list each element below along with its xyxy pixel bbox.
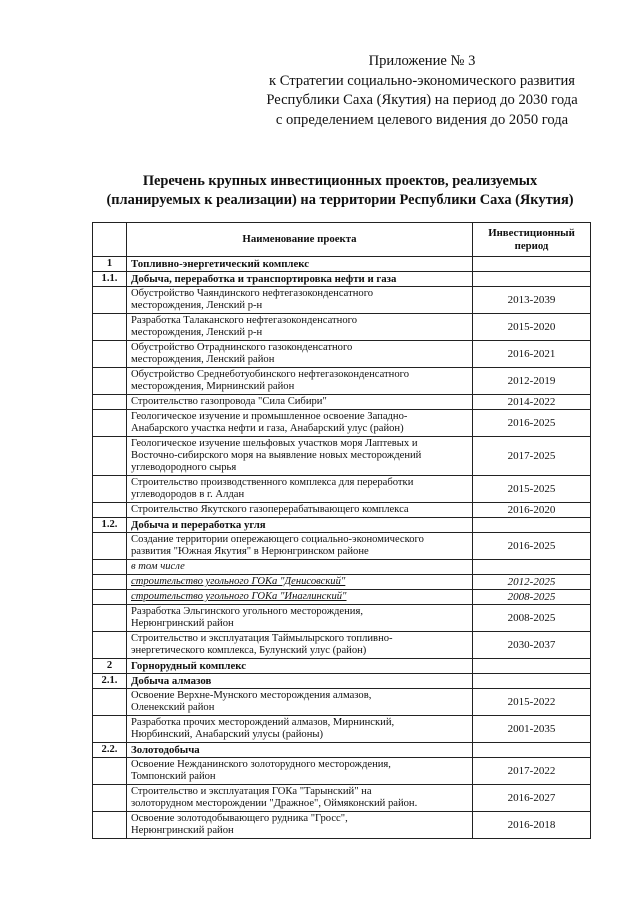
table-row bbox=[93, 368, 591, 395]
project-name-line: углеводородов в г. Алдан bbox=[131, 489, 245, 500]
section-title: Топливно-энергетический комплекс bbox=[127, 257, 473, 272]
row-number-cell bbox=[93, 560, 127, 575]
title-line: (планируемых к реализации) на территории Республики Саха (Якутия) bbox=[106, 192, 574, 208]
period-cell: 2014-2022 bbox=[473, 395, 591, 410]
project-name-cell bbox=[127, 605, 473, 632]
header-number-cell bbox=[93, 223, 127, 257]
row-number-cell bbox=[93, 605, 127, 632]
row-number-cell bbox=[93, 812, 127, 839]
row-number-cell bbox=[93, 716, 127, 743]
section-title: Добыча и переработка угля bbox=[127, 518, 473, 533]
project-name-line: углеводородного сырья bbox=[131, 462, 237, 474]
project-name-cell bbox=[127, 533, 473, 560]
section-row bbox=[93, 674, 591, 689]
row-number-cell bbox=[93, 533, 127, 560]
period-cell: 2016-2018 bbox=[473, 812, 591, 839]
table-row bbox=[93, 716, 591, 743]
period-cell bbox=[473, 659, 591, 674]
project-name-line: месторождения, Ленский р-н bbox=[131, 327, 263, 338]
project-name-line: месторождения, Мирнинский район bbox=[131, 381, 295, 392]
period-cell: 2016-2021 bbox=[473, 341, 591, 368]
period-cell: 2015-2022 bbox=[473, 689, 591, 716]
appendix-line: Республики Саха (Якутия) на период до 2030 года bbox=[266, 92, 578, 108]
period-cell bbox=[473, 272, 591, 287]
project-name-line: Анабарского участка нефти и газа, Анабарский улус (район) bbox=[131, 423, 404, 434]
project-name-line: Строительство и эксплуатация ГОКа "Тарынский" на bbox=[131, 785, 372, 797]
table-row bbox=[93, 410, 591, 437]
project-name-line: Нерюнгринский район bbox=[131, 618, 234, 629]
project-name-cell bbox=[127, 560, 473, 575]
row-number-cell bbox=[93, 758, 127, 785]
period-cell: 2012-2025 bbox=[473, 575, 591, 590]
project-name-cell bbox=[127, 476, 473, 503]
appendix-reference bbox=[232, 52, 612, 130]
project-name-line: Разработка Эльгинского угольного месторождения, bbox=[131, 605, 363, 617]
project-name-line: Геологическое изучение шельфовых участков моря Лаптевых и bbox=[131, 437, 418, 449]
table-header-row bbox=[93, 223, 591, 257]
period-cell bbox=[473, 518, 591, 533]
project-name-line: Строительство Якутского газоперерабатывающего комплекса bbox=[131, 503, 409, 515]
row-number-cell: 2.2. bbox=[93, 743, 127, 758]
project-name-cell bbox=[127, 785, 473, 812]
project-name-line: Освоение Верхне-Мунского месторождения алмазов, bbox=[131, 689, 372, 701]
row-number-cell bbox=[93, 437, 127, 476]
row-number-cell bbox=[93, 368, 127, 395]
project-name-line: Томпонский район bbox=[131, 771, 216, 782]
project-name-cell bbox=[127, 368, 473, 395]
project-name-line: Нерюнгринский район bbox=[131, 825, 234, 836]
table-row bbox=[93, 437, 591, 476]
row-number-cell: 2.1. bbox=[93, 674, 127, 689]
project-name-line: Создание территории опережающего социально-экономического bbox=[131, 533, 424, 545]
section-title: Золотодобыча bbox=[127, 743, 473, 758]
table-row bbox=[93, 560, 591, 575]
section-title: Добыча, переработка и транспортировка нефти и газа bbox=[127, 272, 473, 287]
project-name-line: строительство угольного ГОКа "Денисовский" bbox=[131, 575, 346, 587]
period-cell: 2008-2025 bbox=[473, 605, 591, 632]
project-name-line: в том числе bbox=[131, 560, 185, 572]
table-row bbox=[93, 287, 591, 314]
table-body bbox=[93, 257, 591, 839]
period-cell: 2013-2039 bbox=[473, 287, 591, 314]
table-row bbox=[93, 632, 591, 659]
row-number-cell: 2 bbox=[93, 659, 127, 674]
project-name-cell bbox=[127, 689, 473, 716]
row-number-cell bbox=[93, 410, 127, 437]
row-number-cell bbox=[93, 689, 127, 716]
period-cell: 2001-2035 bbox=[473, 716, 591, 743]
section-row bbox=[93, 518, 591, 533]
project-name-cell bbox=[127, 758, 473, 785]
project-name-cell bbox=[127, 395, 473, 410]
row-number-cell bbox=[93, 632, 127, 659]
project-name-line: месторождения, Ленский район bbox=[131, 354, 275, 365]
table-row bbox=[93, 758, 591, 785]
period-cell: 2017-2022 bbox=[473, 758, 591, 785]
table-row bbox=[93, 590, 591, 605]
header-period-cell bbox=[473, 223, 591, 257]
row-number-cell bbox=[93, 341, 127, 368]
period-cell bbox=[473, 743, 591, 758]
table-row bbox=[93, 575, 591, 590]
project-name-cell bbox=[127, 341, 473, 368]
project-name-cell bbox=[127, 632, 473, 659]
project-name-line: Строительство производственного комплекса для переработки bbox=[131, 476, 414, 488]
header-name-cell: Наименование проекта bbox=[127, 223, 473, 257]
project-name-line: Обустройство Отраднинского газоконденсатного bbox=[131, 341, 353, 353]
appendix-line: Приложение № 3 bbox=[368, 53, 476, 69]
project-name-line: золоторудном месторождении "Дражное", Оймяконский район. bbox=[131, 798, 418, 809]
period-cell: 2015-2020 bbox=[473, 314, 591, 341]
row-number-cell bbox=[93, 785, 127, 812]
project-name-line: Строительство и эксплуатация Таймылырского топливно- bbox=[131, 632, 393, 644]
table-row bbox=[93, 314, 591, 341]
projects-table bbox=[92, 222, 591, 839]
project-name-cell bbox=[127, 590, 473, 605]
period-cell: 2015-2025 bbox=[473, 476, 591, 503]
period-cell: 2017-2025 bbox=[473, 437, 591, 476]
project-name-cell bbox=[127, 812, 473, 839]
row-number-cell: 1.1. bbox=[93, 272, 127, 287]
project-name-line: Нюрбинский, Анабарский улусы (районы) bbox=[131, 729, 324, 740]
table-row bbox=[93, 689, 591, 716]
row-number-cell: 1.2. bbox=[93, 518, 127, 533]
title-line: Перечень крупных инвестиционных проектов, реализуемых bbox=[142, 173, 538, 189]
table-row bbox=[93, 476, 591, 503]
table-row bbox=[93, 785, 591, 812]
project-name-line: развития "Южная Якутия" в Нерюнгринском районе bbox=[131, 546, 369, 557]
row-number-cell bbox=[93, 476, 127, 503]
project-name-line: месторождения, Ленский р-н bbox=[131, 300, 263, 311]
period-cell: 2016-2020 bbox=[473, 503, 591, 518]
period-cell: 2016-2027 bbox=[473, 785, 591, 812]
table-row bbox=[93, 395, 591, 410]
row-number-cell bbox=[93, 575, 127, 590]
table-row bbox=[93, 503, 591, 518]
header-period-line: Инвестиционный bbox=[488, 227, 575, 240]
project-name-line: Обустройство Среднеботуобинского нефтегазоконденсатного bbox=[131, 368, 410, 380]
period-cell bbox=[473, 257, 591, 272]
period-cell bbox=[473, 674, 591, 689]
header-period-line: период bbox=[514, 239, 549, 252]
table-row bbox=[93, 605, 591, 632]
project-name-line: Обустройство Чаяндинского нефтегазоконденсатного bbox=[131, 287, 374, 299]
document-title bbox=[70, 172, 610, 210]
section-row bbox=[93, 743, 591, 758]
project-name-cell bbox=[127, 716, 473, 743]
row-number-cell bbox=[93, 314, 127, 341]
project-name-line: Освоение золотодобывающего рудника "Гросс", bbox=[131, 812, 348, 824]
period-cell: 2030-2037 bbox=[473, 632, 591, 659]
section-title: Горнорудный комплекс bbox=[127, 659, 473, 674]
table-row bbox=[93, 341, 591, 368]
project-name-cell bbox=[127, 410, 473, 437]
project-name-cell bbox=[127, 575, 473, 590]
period-cell: 2012-2019 bbox=[473, 368, 591, 395]
project-name-line: Освоение Нежданинского золоторудного месторождения, bbox=[131, 758, 391, 770]
project-name-line: энергетического комплекса, Булунский улус (район) bbox=[131, 645, 367, 656]
row-number-cell bbox=[93, 590, 127, 605]
project-name-line: Оленекский район bbox=[131, 702, 215, 713]
section-title: Добыча алмазов bbox=[127, 674, 473, 689]
project-name-cell bbox=[127, 314, 473, 341]
period-cell: 2008-2025 bbox=[473, 590, 591, 605]
period-cell: 2016-2025 bbox=[473, 533, 591, 560]
project-name-line: строительство угольного ГОКа "Инаглинский" bbox=[131, 590, 347, 602]
project-name-cell bbox=[127, 437, 473, 476]
project-name-line: Восточно-сибирского моря на выявление новых месторождений bbox=[131, 449, 422, 461]
table-row bbox=[93, 533, 591, 560]
row-number-cell: 1 bbox=[93, 257, 127, 272]
row-number-cell bbox=[93, 503, 127, 518]
section-row bbox=[93, 659, 591, 674]
period-cell: 2016-2025 bbox=[473, 410, 591, 437]
project-name-line: Разработка Талаканского нефтегазоконденсатного bbox=[131, 314, 358, 326]
appendix-line: с определением целевого видения до 2050 года bbox=[275, 111, 569, 128]
table-row bbox=[93, 812, 591, 839]
project-name-line: Разработка прочих месторождений алмазов, Мирнинский, bbox=[131, 716, 395, 728]
project-name-cell bbox=[127, 503, 473, 518]
section-row bbox=[93, 257, 591, 272]
row-number-cell bbox=[93, 287, 127, 314]
project-name-line: Строительство газопровода "Сила Сибири" bbox=[131, 395, 327, 407]
period-cell bbox=[473, 560, 591, 575]
project-name-cell bbox=[127, 287, 473, 314]
appendix-line: к Стратегии социально-экономического развития bbox=[268, 72, 576, 89]
section-row bbox=[93, 272, 591, 287]
project-name-line: Геологическое изучение и промышленное освоение Западно- bbox=[131, 410, 408, 422]
row-number-cell bbox=[93, 395, 127, 410]
